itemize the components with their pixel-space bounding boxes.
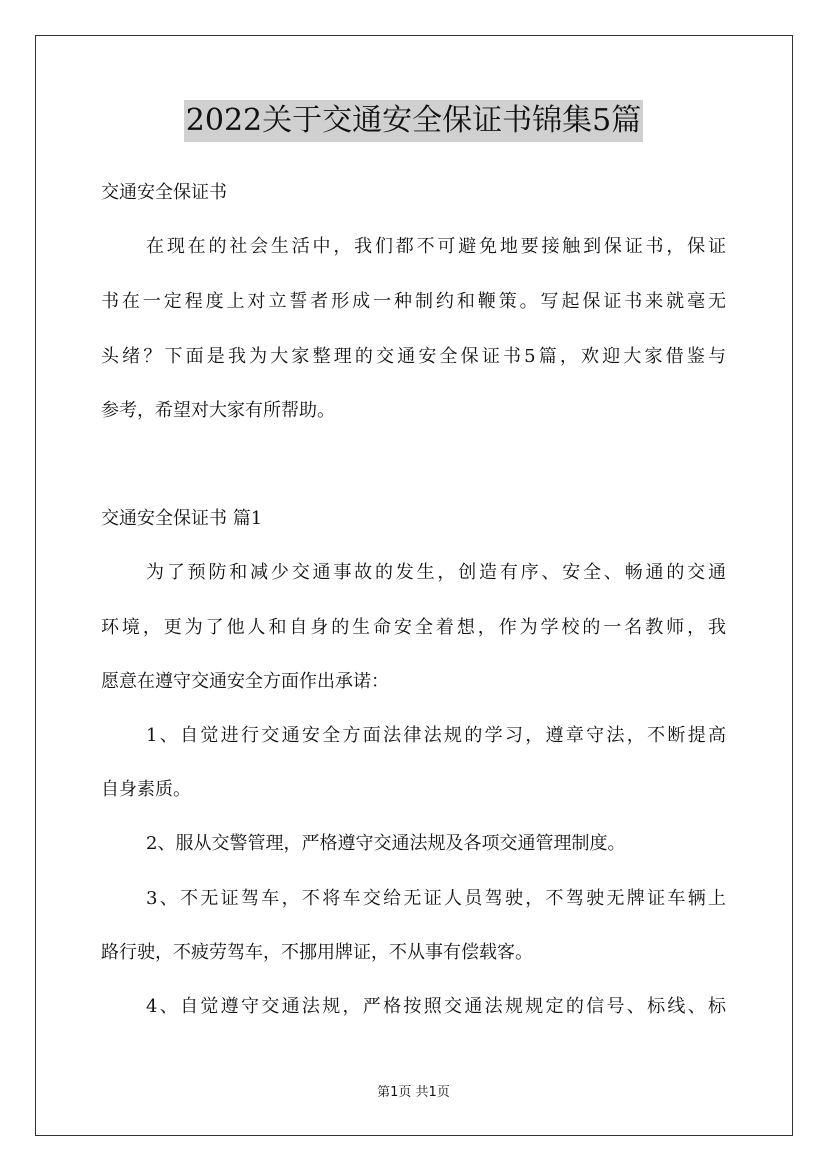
section-heading: 交通安全保证书: [101, 182, 227, 203]
paragraph-line: 路行驶，不疲劳驾车，不挪用牌证，不从事有偿载客。: [101, 942, 533, 963]
paragraph-line: 在现在的社会生活中，我们都不可避免地要接触到保证书，保证: [146, 236, 726, 257]
paragraph-line: 为了预防和减少交通事故的发生，创造有序、安全、畅通的交通: [146, 562, 726, 583]
paragraph-line: 头绪？下面是我为大家整理的交通安全保证书5篇，欢迎大家借鉴与: [101, 346, 726, 367]
paragraph-line: 环境，更为了他人和自身的生命安全着想，作为学校的一名教师，我: [101, 617, 726, 638]
paragraph-line: 参考，希望对大家有所帮助。: [101, 400, 335, 421]
paragraph-line: 2、服从交警管理，严格遵守交通法规及各项交通管理制度。: [146, 833, 626, 854]
paragraph-line: 1、自觉进行交通安全方面法律法规的学习，遵章守法，不断提高: [146, 725, 726, 746]
title-container: [0, 100, 827, 142]
paragraph-line: 自身素质。: [101, 779, 191, 800]
paragraph-line: 4、自觉遵守交通法规，严格按照交通法规规定的信号、标线、标: [146, 996, 726, 1017]
section-heading: 交通安全保证书 篇1: [101, 508, 263, 529]
page-footer: 第1页 共1页: [377, 1085, 450, 1100]
paragraph-line: 书在一定程度上对立誓者形成一种制约和鞭策。写起保证书来就毫无: [101, 291, 726, 312]
paragraph-line: 愿意在遵守交通安全方面作出承诺：: [101, 671, 389, 692]
paragraph-line: 3、不无证驾车，不将车交给无证人员驾驶，不驾驶无牌证车辆上: [146, 888, 726, 909]
document-title: 2022关于交通安全保证书锦集5篇: [184, 100, 643, 142]
